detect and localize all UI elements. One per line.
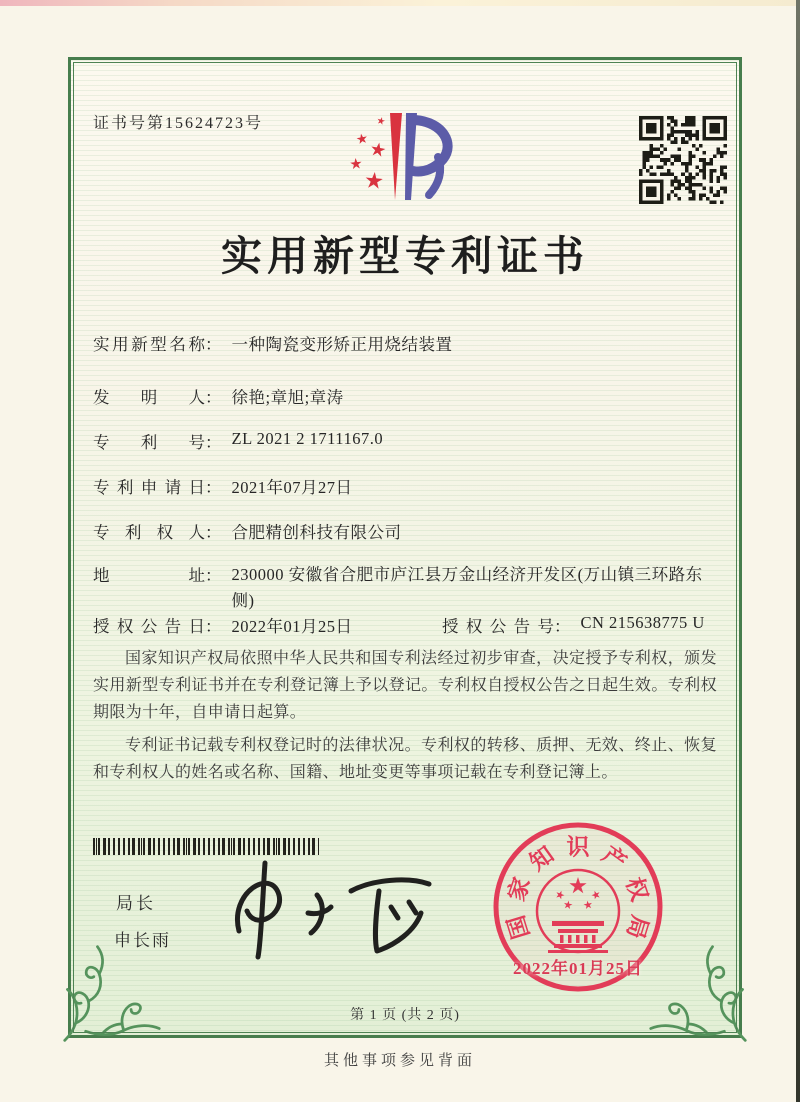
grant-date-value: 2022年01月25日 xyxy=(231,617,353,636)
page-indicator: 第 1 页 (共 2 页) xyxy=(350,1008,460,1023)
legal-paragraph-1: 国家知识产权局依照中华人民共和国专利法经过初步审查，决定授予专利权，颁发实用新型专利证书并在专利登记簿上予以登记。专利权自授权公告之日起生效。专利权期限为十年，自申请日起算。 xyxy=(93,650,717,721)
certificate-panel xyxy=(68,57,742,1038)
svg-text:产: 产 xyxy=(597,841,631,876)
field-colon: ： xyxy=(205,617,222,636)
field-colon: ： xyxy=(554,617,571,636)
certificate-number: 证书号第15624723号 xyxy=(93,115,264,132)
certificate-title: 实用新型专利证书 xyxy=(221,233,589,279)
corner-flourish-left xyxy=(62,942,162,1046)
svg-text:权: 权 xyxy=(621,874,653,905)
svg-text:家: 家 xyxy=(503,874,535,905)
qr-code xyxy=(639,116,727,204)
scan-artifact-top xyxy=(0,0,800,6)
field-value: 一种陶瓷变形矫正用烧结装置 xyxy=(231,335,453,354)
field-row-address xyxy=(93,562,720,613)
director-name: 申长雨 xyxy=(114,931,171,950)
field-label: 授权公告日 xyxy=(93,617,205,636)
field-label: 发明人 xyxy=(93,388,205,407)
field-value: 2021年07月27日 xyxy=(231,478,353,497)
field-colon: ： xyxy=(205,335,222,354)
field-label: 专利申请日 xyxy=(93,478,205,497)
field-value: 徐艳;章旭;章涛 xyxy=(231,388,344,407)
svg-text:国: 国 xyxy=(503,912,535,942)
field-row-grant xyxy=(93,613,705,637)
legal-paragraph-2: 专利证书记载专利权登记时的法律状况。专利权的转移、质押、无效、终止、恢复和专利权人的姓名或名称、国籍、地址变更等事项记载在专利登记簿上。 xyxy=(93,737,717,781)
field-value: 合肥精创科技有限公司 xyxy=(231,523,402,542)
field-row-name xyxy=(93,331,453,355)
field-colon: ： xyxy=(205,566,222,585)
field-value: ZL 2021 2 1711167.0 xyxy=(231,429,384,448)
field-label: 专利权人 xyxy=(93,523,205,542)
svg-text:知: 知 xyxy=(525,841,559,876)
director-title: 局长 xyxy=(116,894,156,913)
field-label: 地址 xyxy=(93,566,205,585)
field-colon: ： xyxy=(205,388,222,407)
field-row-filing-date xyxy=(93,474,353,498)
field-label: 专利号 xyxy=(93,433,205,452)
scan-artifact-right xyxy=(796,0,800,1102)
back-note: 其他事项参见背面 xyxy=(323,1053,476,1069)
grant-number-value: CN 215638775 U xyxy=(580,613,705,632)
svg-text:局: 局 xyxy=(621,912,653,942)
field-label: 实用新型名称 xyxy=(93,335,205,354)
cnipa-logo xyxy=(329,110,474,208)
field-label: 授权公告号 xyxy=(442,617,554,636)
field-row-patent-no xyxy=(93,429,383,453)
grant-number-pair xyxy=(442,613,705,637)
director-signature xyxy=(213,851,448,966)
field-colon: ： xyxy=(205,478,222,497)
svg-text:识: 识 xyxy=(566,834,590,860)
field-value: 230000 安徽省合肥市庐江县万金山经济开发区(万山镇三环路东侧) xyxy=(231,565,703,610)
legal-text xyxy=(93,645,717,792)
field-row-inventor xyxy=(93,384,344,408)
field-colon: ： xyxy=(205,433,222,452)
field-row-patentee xyxy=(93,519,402,543)
seal-date: 2022年01月25日 xyxy=(513,959,643,978)
field-colon: ： xyxy=(205,523,222,542)
